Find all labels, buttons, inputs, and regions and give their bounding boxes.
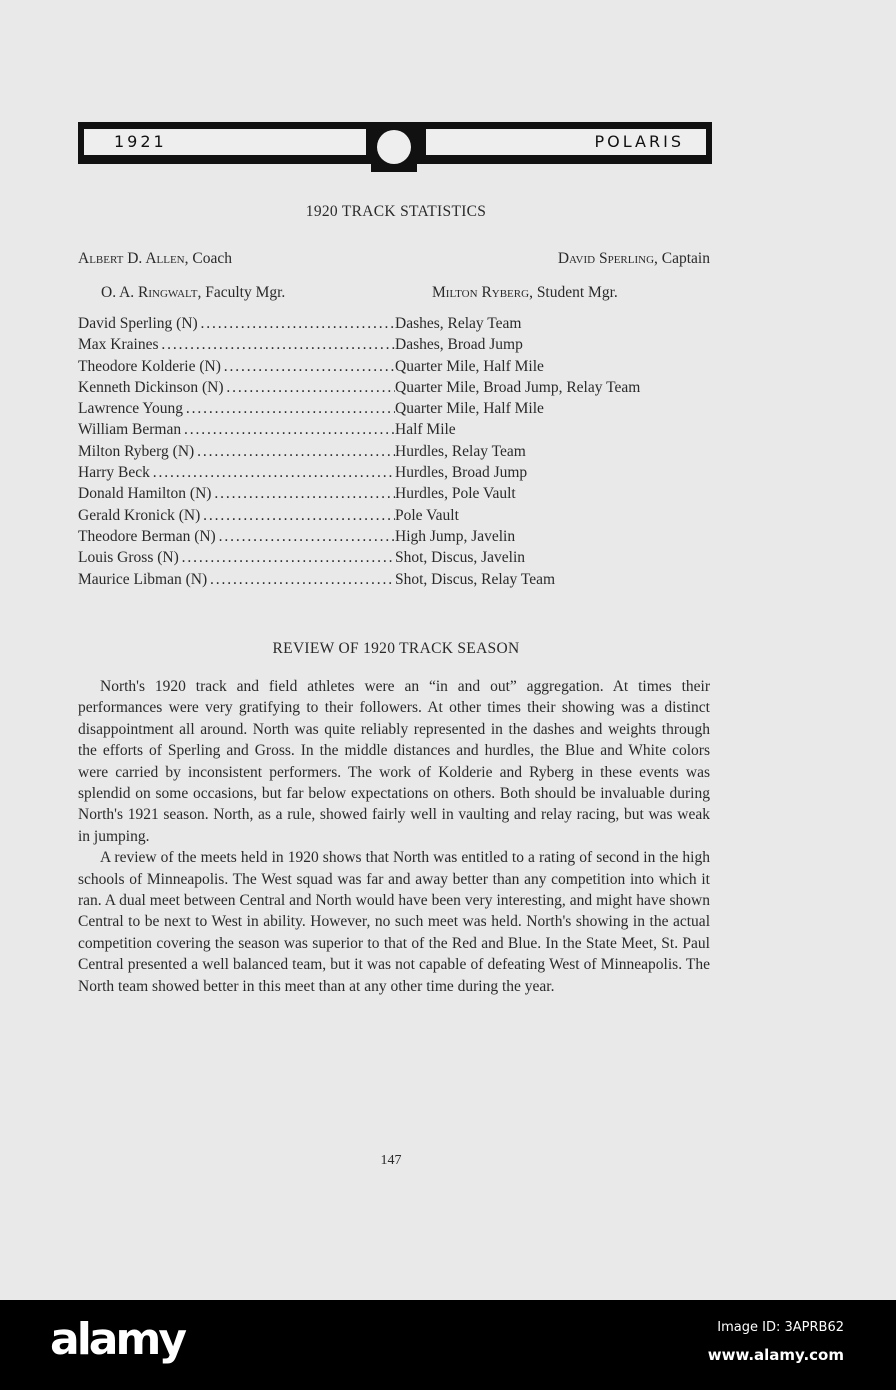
coach-role: , Coach — [184, 250, 232, 267]
athlete-events: Hurdles, Relay Team — [395, 442, 526, 460]
polaris-header-banner — [78, 122, 710, 162]
bear-emblem-icon — [371, 122, 417, 172]
page-number: 147 — [380, 1153, 402, 1168]
athlete-events: High Jump, Javelin — [395, 527, 516, 545]
athlete-name: Theodore Kolderie (N) . . . — [78, 356, 395, 377]
roster-row — [78, 547, 718, 568]
athlete-name: William Berman . . . — [78, 419, 395, 440]
athlete-events: Dashes, Broad Jump — [395, 336, 523, 354]
roster-row — [78, 334, 718, 355]
roster-row — [78, 441, 718, 462]
athlete-name: Louis Gross (N) . . . — [78, 547, 395, 568]
athlete-events: Pole Vault — [395, 506, 459, 524]
roster-row — [78, 569, 718, 590]
athlete-name: Gerald Kronick (N) . . . — [78, 505, 395, 526]
faculty-manager — [101, 284, 285, 302]
watermark-bar — [0, 1300, 896, 1390]
review-paragraph: A review of the meets held in 1920 shows that North was entitled to a rating of second in the high schools of Minneapolis. The West squad was far and away better than any competition into which it ran. A dual meet between Central and North would have been very interesting, and might have shown Central to be next to West in ability. However, no such meet was held. North's showing in the actual competition covering the season was superior to that of the Red and Blue. In the State Meet, St. Paul Central presented a well balanced team, but it was not capable of defeating West of Minneapolis. The North team showed better in this meet than at any other time during the year. — [78, 849, 710, 995]
roster-row — [78, 462, 718, 483]
banner-name: POLARIS — [594, 132, 684, 151]
captain-name: David Sperling — [557, 250, 655, 267]
alamy-logo: alamy — [50, 1314, 184, 1365]
athlete-name: Lawrence Young . . . — [78, 398, 395, 419]
coach-name: Albert D. Allen — [78, 250, 185, 267]
roster-row — [78, 419, 718, 440]
student-manager — [432, 284, 618, 302]
athlete-events: Shot, Discus, Relay Team — [395, 570, 556, 588]
faculty-manager-role: , Faculty Mgr. — [197, 284, 286, 301]
roster-row — [78, 526, 718, 547]
review-paragraph: North's 1920 track and field athletes were an “in and out” aggregation. At times their performances were very gratifying to their followers. At other times their showing was a distinct disappointment all around. North was quite reliably represented in the dashes and weights through the efforts of Sperling and Gross. In the middle distances and hurdles, the Blue and White colors were carried by inconsistent performers. The work of Kolderie and Ryberg in these events was splendid on some occasions, but far below expectations on others. Both should be invaluable during North's 1921 season. North, as a rule, showed fairly well in vaulting and relay racing, but was weak in jumping. — [78, 678, 710, 845]
review-body — [78, 676, 710, 997]
athlete-name: David Sperling (N) . . . — [78, 313, 395, 334]
athlete-events: Dashes, Relay Team — [395, 315, 522, 332]
watermark-url: www.alamy.com — [707, 1346, 844, 1364]
athlete-name: Max Kraines . . . — [78, 334, 395, 355]
athlete-name: Milton Ryberg (N) . . . — [78, 441, 395, 462]
roster-row — [78, 483, 718, 504]
athlete-events: Quarter Mile, Broad Jump, Relay Team — [395, 378, 641, 396]
page-title: 1920 TRACK STATISTICS — [305, 203, 487, 220]
coach — [78, 250, 232, 268]
athlete-events: Shot, Discus, Javelin — [395, 549, 526, 567]
athlete-events: Quarter Mile, Half Mile — [395, 400, 544, 418]
roster-row — [78, 505, 718, 526]
roster-row — [78, 377, 718, 398]
faculty-manager-name: O. A. Ringwalt — [101, 284, 198, 301]
image-id: Image ID: 3APRB62 — [717, 1320, 844, 1335]
roster-row — [78, 398, 718, 419]
athlete-name: Kenneth Dickinson (N) . . . — [78, 377, 395, 398]
captain-role: , Captain — [654, 250, 710, 267]
athlete-events: Half Mile — [395, 421, 456, 439]
athlete-name: Maurice Libman (N) . . . — [78, 569, 395, 590]
banner-year: 1921 — [114, 132, 167, 151]
roster-row — [78, 356, 718, 377]
roster-row — [78, 313, 718, 334]
student-manager-role: , Student Mgr. — [529, 284, 618, 301]
athlete-name: Harry Beck . . . — [78, 462, 395, 483]
review-title: REVIEW OF 1920 TRACK SEASON — [272, 640, 520, 657]
athlete-events: Quarter Mile, Half Mile — [395, 357, 544, 375]
athlete-name: Donald Hamilton (N) . . . — [78, 483, 395, 504]
student-manager-name: Milton Ryberg — [432, 284, 530, 301]
roster-list — [78, 313, 718, 590]
athlete-events: Hurdles, Broad Jump — [395, 464, 528, 482]
athlete-name: Theodore Berman (N) . . . — [78, 526, 395, 547]
athlete-events: Hurdles, Pole Vault — [395, 485, 516, 503]
captain — [558, 250, 710, 268]
